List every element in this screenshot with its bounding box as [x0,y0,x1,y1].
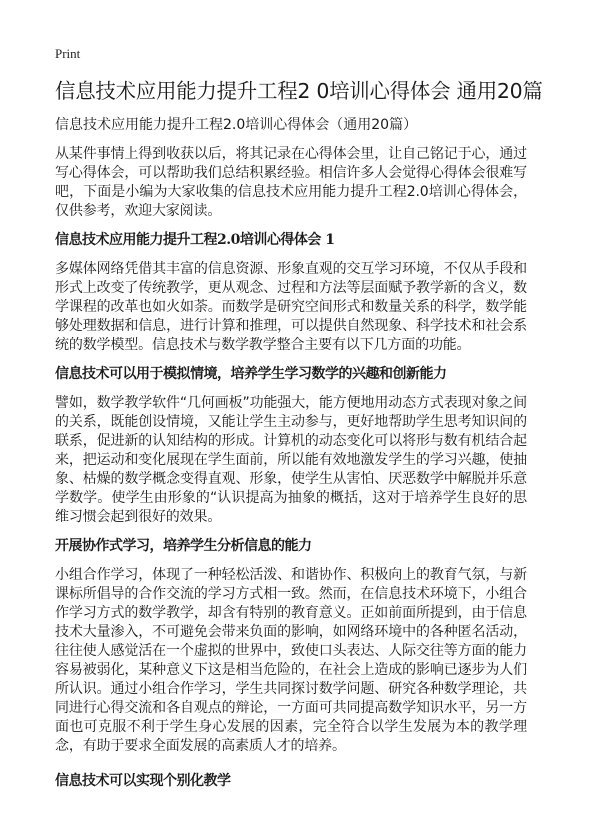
section-body: 多媒体网络凭借其丰富的信息资源、形象直观的交互学习环境，不仅从手段和形式上改变了传统教学，更从观念、过程和方法等层面赋予教学新的含义，数学课程的改革也如火如荼。而数学是研究空间形式和数量关系的科学，数学能够处理数据和信息，进行计算和推理，可以提供自然现象、科学技术和社会系统的数学模型。信息技术与数学教学整合主要有以下几方面的功能。 [55,261,527,353]
section-heading: 信息技术应用能力提升工程2.0培训心得体会 1 [55,232,335,248]
section-heading: 信息技术可以实现个别化教学 [55,773,231,789]
intro-paragraph: 从某件事情上得到收获以后，将其记录在心得体会里，让自己铭记于心，通过写心得体会，可以帮助我们总结积累经验。相信许多人会觉得心得体会很难写吧，下面是小编为大家收集的信息技术应用能力提升工程2.0培训心得体会，仅供参考，欢迎大家阅读。 [55,146,527,219]
subtitle: 信息技术应用能力提升工程2.0培训心得体会（通用20篇） [55,117,418,133]
section-body: 譬如，数学教学软件“几何画板”功能强大，能方便地用动态方式表现对象之间的关系，既能创设情境，又能让学生主动参与，更好地帮助学生思考知识间的联系，促进新的认知结构的形成。计算机的动态变化可以将形与数有机结合起来，把运动和变化展现在学生面前，所以能有效地激发学生的学习兴趣，使抽象、枯燥的数学概念变得直观、形象，使学生从害怕、厌恶数学中解脱并乐意学数学。使学生由形象的“认识提高为抽象的概括，这对于培养学生良好的思维习惯会起到很好的效果。 [55,395,527,525]
section-heading: 信息技术可以用于模拟情境，培养学生学习数学的兴趣和创新能力 [55,366,447,382]
section-body: 小组合作学习，体现了一种轻松活泼、和谐协作、积极向上的教育气氛，与新课标所倡导的合作交流的学习方式相一致。然而，在信息技术环境下，小组合作学习方式的数学教学，却含有特别的教育意义。正如前面所提到，由于信息技术大量渗入，不可避免会带来负面的影响，如网络环境中的各种匿名活动，往往使人感觉活在一个虚拟的世界中，致使口头表达、人际交往等方面的能力容易被弱化，某种意义下这是相当危险的，在社会上造成的影响已逐步为人们所认识。通过小组合作学习，学生共同探讨数学问题、研究各种数学理论，共同进行心得交流和各自观点的辩论，一方面可共同提高数学知识水平，另一方面也可克服不利于学生身心发展的因素，完全符合以学生发展为本的教学理念，有助于要求全面发展的高素质人才的培养。 [55,567,527,754]
section-heading: 开展协作式学习，培养学生分析信息的能力 [55,538,312,554]
print-link[interactable]: Print [55,46,81,61]
page-title: 信息技术应用能力提升工程2 0培训心得体会 通用20篇 [55,79,543,103]
